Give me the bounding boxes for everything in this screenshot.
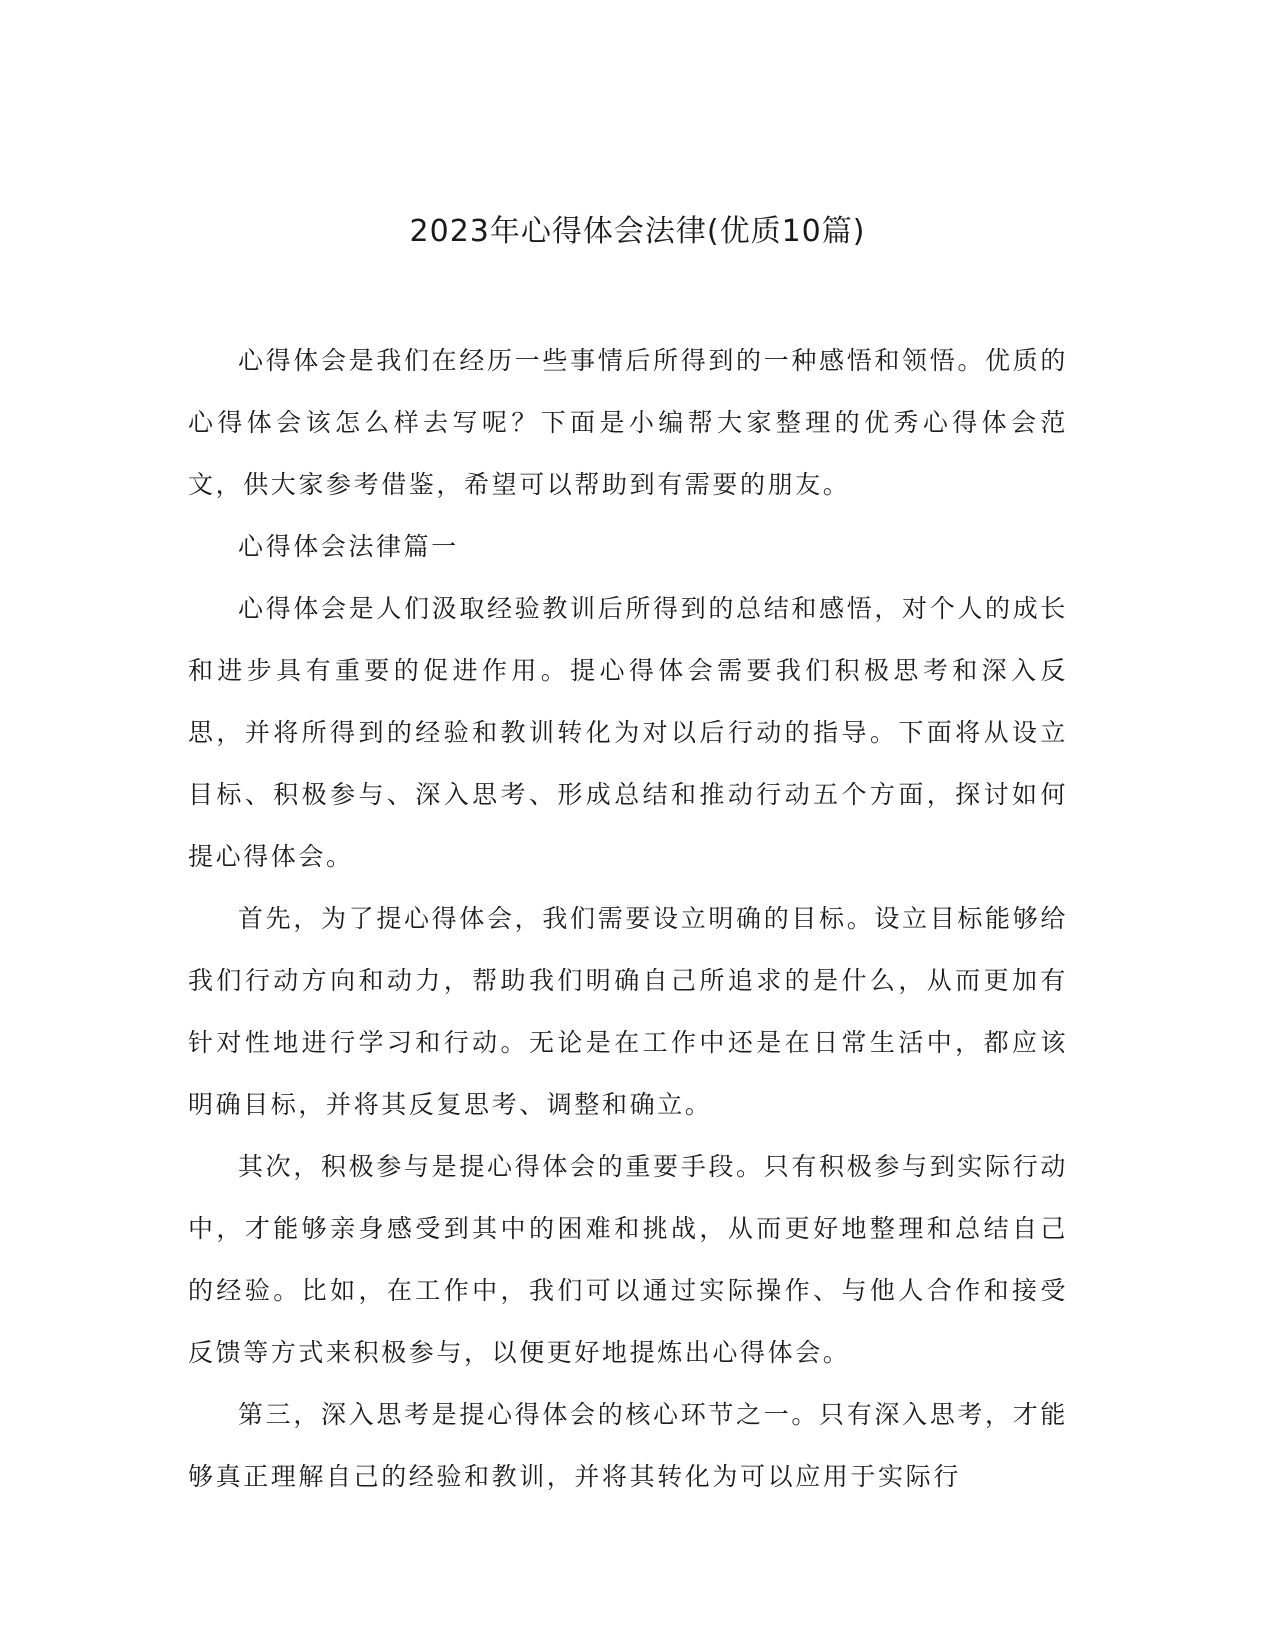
body-paragraph: 首先，为了提心得体会，我们需要设立明确的目标。设立目标能够给我们行动方向和动力，帮助我们明确自己所追求的是什么，从而更加有针对性地进行学习和行动。无论是在工作中还是在日常生活中，都应该明确目标，并将其反复思考、调整和确立。 bbox=[188, 904, 1068, 1119]
body-paragraph: 心得体会是人们汲取经验教训后所得到的总结和感悟，对个人的成长和进步具有重要的促进作用。提心得体会需要我们积极思考和深入反思，并将所得到的经验和教训转化为对以后行动的指导。下面将从设立目标、积极参与、深入思考、形成总结和推动行动五个方面，探讨如何提心得体会。 bbox=[188, 594, 1068, 871]
body-paragraph: 第三，深入思考是提心得体会的核心环节之一。只有深入思考，才能够真正理解自己的经验和教训，并将其转化为可以应用于实际行 bbox=[188, 1400, 1068, 1491]
document-body bbox=[188, 330, 1068, 1508]
section-heading: 心得体会法律篇一 bbox=[238, 532, 459, 561]
body-paragraph: 其次，积极参与是提心得体会的重要手段。只有积极参与到实际行动中，才能够亲身感受到其中的困难和挑战，从而更好地整理和总结自己的经验。比如，在工作中，我们可以通过实际操作、与他人合作和接受反馈等方式来积极参与，以便更好地提炼出心得体会。 bbox=[188, 1152, 1068, 1367]
intro-paragraph: 心得体会是我们在经历一些事情后所得到的一种感悟和领悟。优质的心得体会该怎么样去写呢？下面是小编帮大家整理的优秀心得体会范文，供大家参考借鉴，希望可以帮助到有需要的朋友。 bbox=[188, 346, 1068, 499]
document-title: 2023年心得体会法律(优质10篇) bbox=[409, 214, 866, 249]
